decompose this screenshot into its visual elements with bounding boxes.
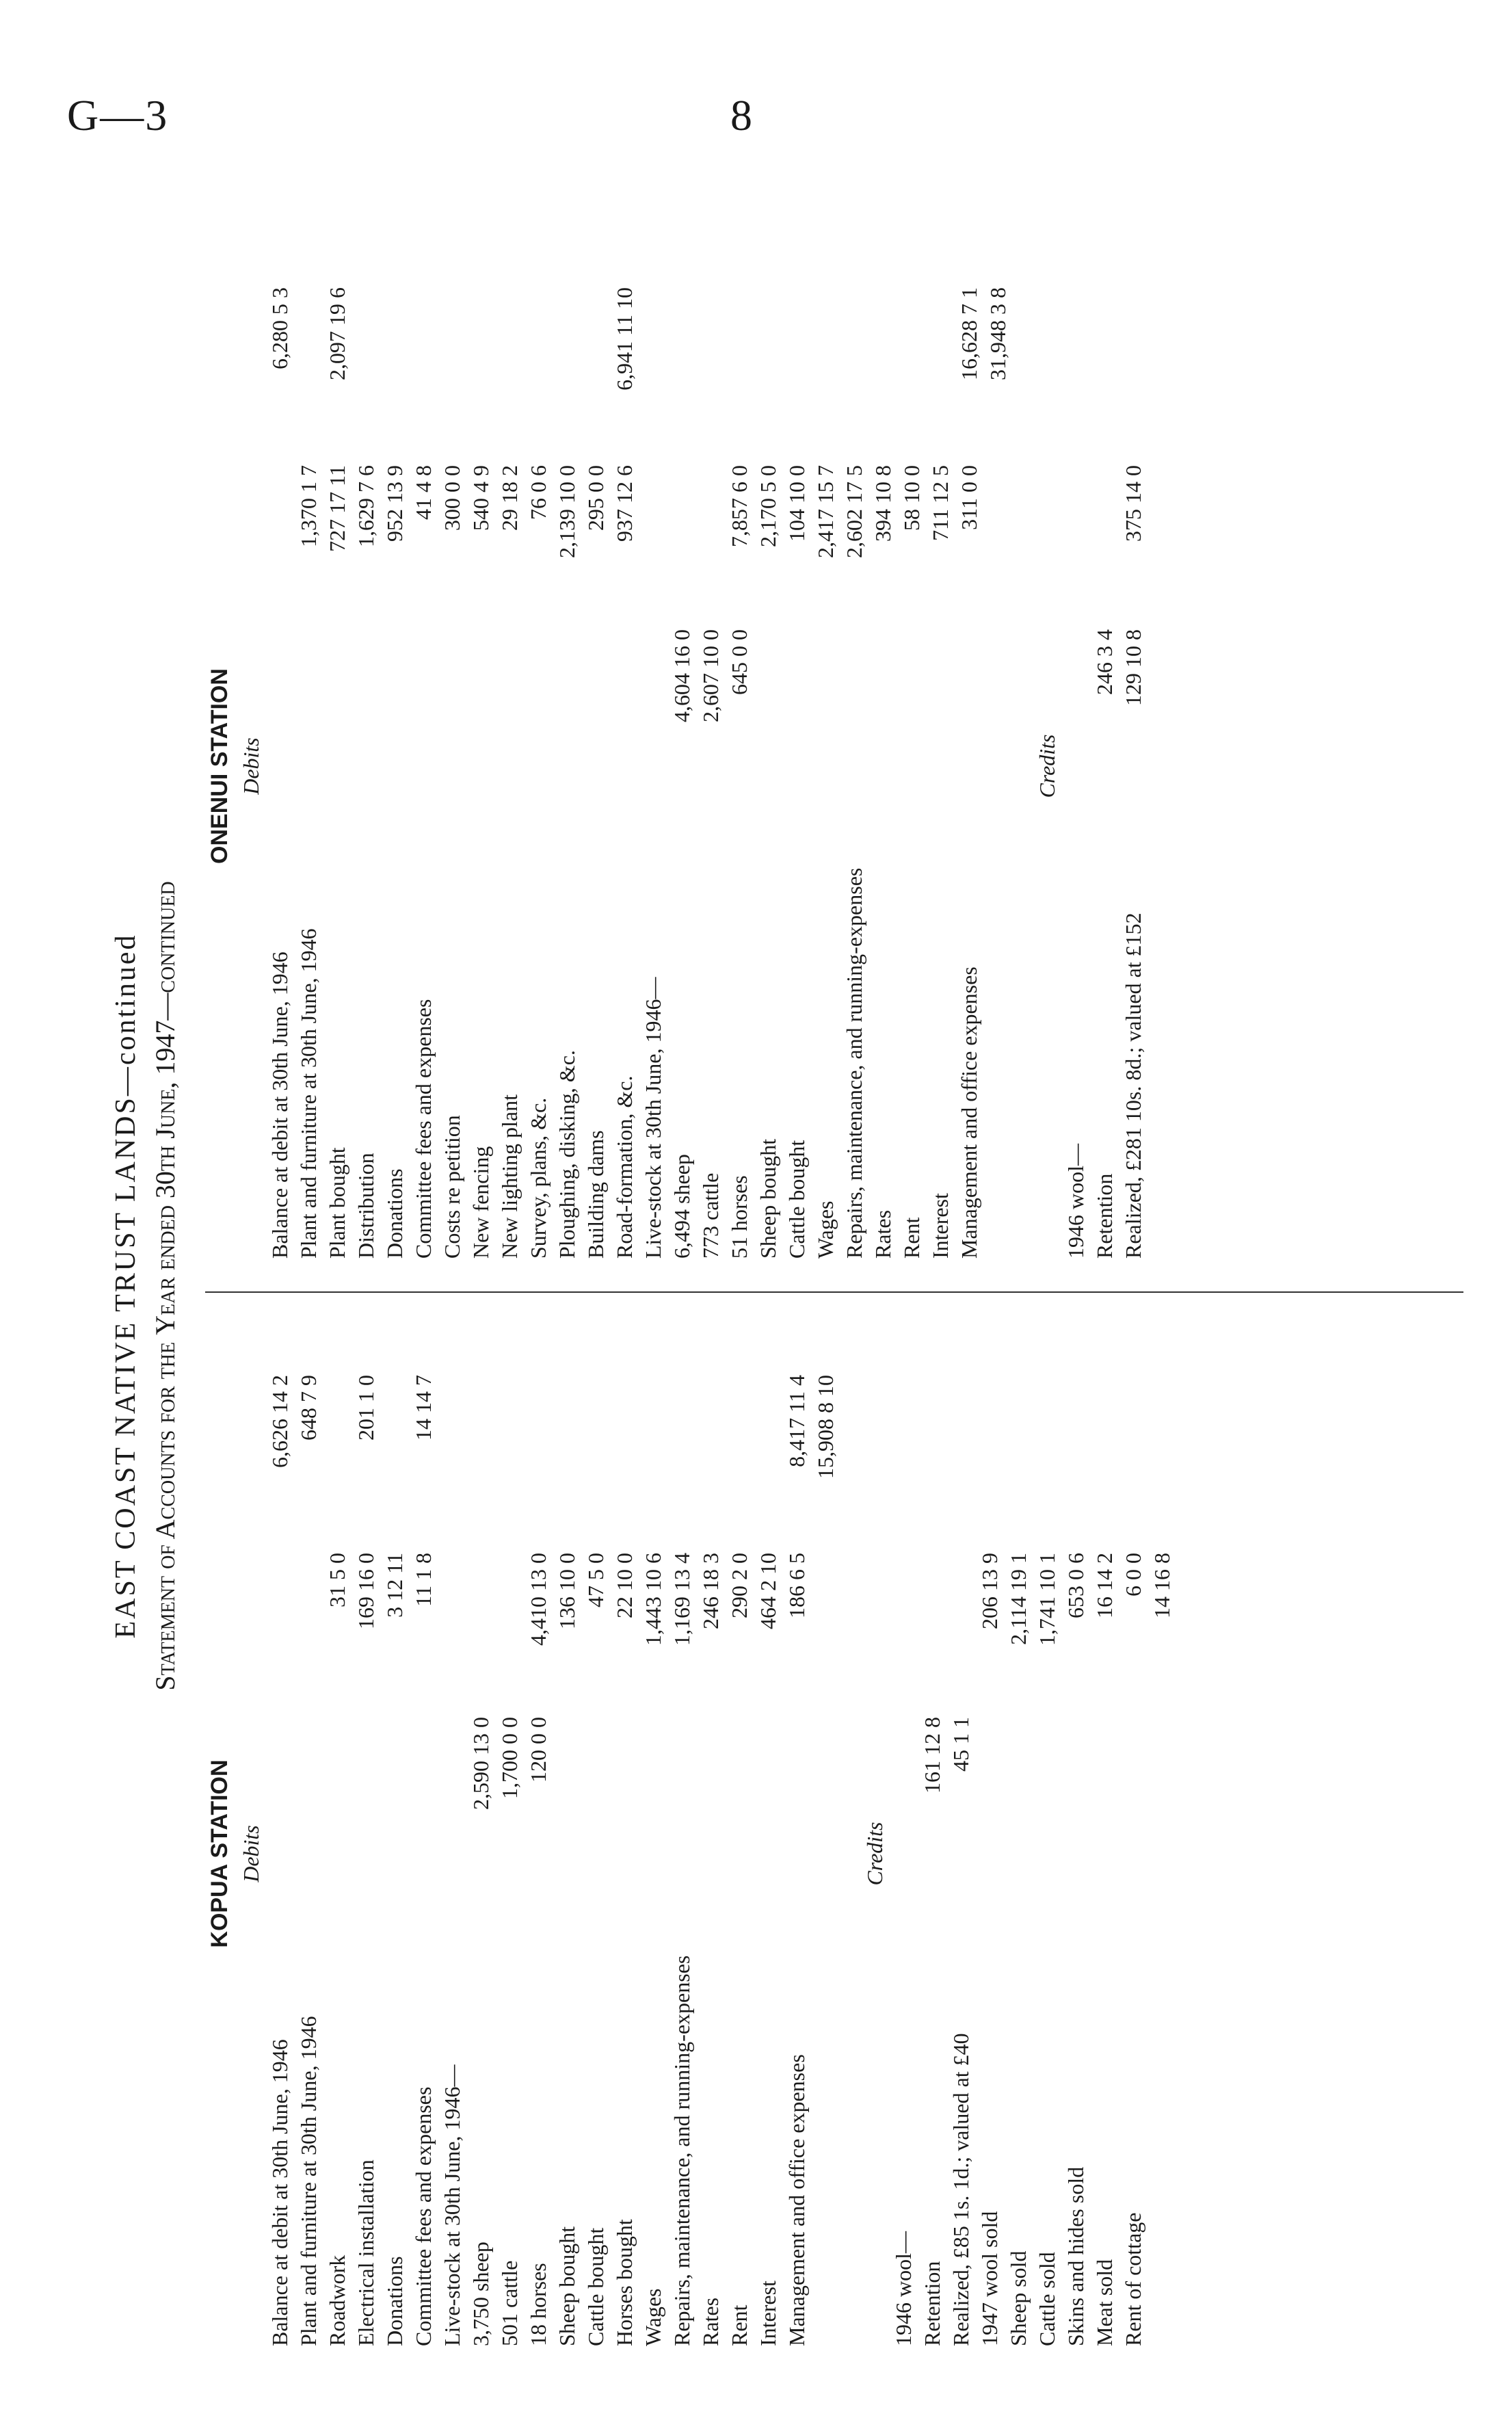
table-row bbox=[667, 1361, 696, 2346]
row-label: Donations bbox=[382, 1168, 407, 1259]
row-label: Road-formation, &c. bbox=[612, 1075, 637, 1259]
amount-c3: 648 7 9 bbox=[296, 1375, 321, 1441]
amount-c2: 2,170 5 0 bbox=[756, 465, 780, 547]
amount-c2: 58 10 0 bbox=[899, 465, 924, 531]
row-label: 1946 wool— bbox=[1063, 1144, 1088, 1259]
amount-c2: 1,443 10 6 bbox=[641, 1553, 665, 1646]
row-label: Management and office expenses bbox=[784, 2054, 809, 2346]
row-label: Meat sold bbox=[1092, 2259, 1117, 2346]
row-label: New lighting plant bbox=[497, 1094, 522, 1259]
row-label: Horses bought bbox=[612, 2219, 637, 2346]
row-label: 6,494 sheep bbox=[669, 1154, 694, 1259]
row-label: Rates bbox=[698, 2297, 723, 2346]
table-row bbox=[1148, 1361, 1176, 2346]
amount-c2: 29 18 2 bbox=[497, 465, 522, 531]
table-row bbox=[438, 274, 466, 1259]
amount-c2: 540 4 9 bbox=[468, 465, 493, 531]
heading-line-2 bbox=[149, 226, 181, 2346]
row-label: Management and office expenses bbox=[957, 967, 981, 1259]
table-row bbox=[754, 1361, 782, 2346]
table-row bbox=[1061, 274, 1090, 1259]
table-row bbox=[581, 1361, 610, 2346]
amount-c3: 6,941 11 10 bbox=[612, 287, 637, 391]
row-label: 1947 wool sold bbox=[977, 2211, 1002, 2346]
page-code: G—3 bbox=[67, 91, 169, 140]
table-row bbox=[495, 274, 524, 1259]
amount-c2: 1,741 10 1 bbox=[1035, 1553, 1059, 1646]
amount-c2: 14 16 8 bbox=[1150, 1553, 1174, 1618]
amount-c2: 186 6 5 bbox=[784, 1553, 809, 1618]
row-label: Skins and hides sold bbox=[1063, 2166, 1088, 2346]
amount-c2: 653 0 6 bbox=[1063, 1553, 1088, 1618]
amount-c1: 645 0 0 bbox=[727, 629, 752, 695]
table-row bbox=[581, 274, 610, 1259]
row-label: Cattle sold bbox=[1035, 2252, 1059, 2346]
table-row bbox=[1090, 274, 1119, 1259]
row-label: Balance at debit at 30th June, 1946 bbox=[267, 951, 292, 1259]
amount-c2: 16 14 2 bbox=[1092, 1553, 1117, 1618]
table-row bbox=[975, 1361, 1004, 2346]
amount-c1: 45 1 1 bbox=[949, 1717, 973, 1772]
amount-c3: 2,097 19 6 bbox=[325, 287, 349, 380]
table-row bbox=[754, 274, 782, 1259]
row-label: Sheep sold bbox=[1006, 2250, 1031, 2346]
table-row bbox=[553, 1361, 581, 2346]
amount-c2: 375 14 0 bbox=[1121, 465, 1145, 542]
table-row bbox=[610, 274, 639, 1259]
amount-c3: 16,628 7 1 bbox=[957, 287, 981, 380]
table-row bbox=[524, 274, 553, 1259]
row-label: 501 cattle bbox=[497, 2260, 522, 2346]
heading-line-1: EAST COAST NATIVE TRUST LANDS—continued bbox=[110, 933, 142, 1639]
onenui-debit-rows bbox=[265, 274, 1012, 1259]
amount-c2: 136 10 0 bbox=[555, 1553, 579, 1629]
amount-c2: 952 13 9 bbox=[382, 465, 407, 542]
amount-c2: 47 5 0 bbox=[583, 1553, 608, 1607]
table-row bbox=[294, 1361, 323, 2346]
table-row bbox=[323, 1361, 352, 2346]
onenui-station-table bbox=[205, 274, 1148, 1259]
amount-c2: 2,602 17 5 bbox=[842, 465, 866, 558]
table-row bbox=[1004, 1361, 1033, 2346]
amount-c3: 31,948 3 8 bbox=[985, 287, 1010, 380]
heading-line-2a: Statement of Accounts for the bbox=[150, 1341, 181, 1691]
row-label: Cattle bought bbox=[784, 1140, 809, 1259]
amount-c2: 727 17 11 bbox=[325, 465, 349, 552]
row-label: Repairs, maintenance, and running-expenses bbox=[669, 1955, 694, 2346]
row-label: Balance at debit at 30th June, 1946 bbox=[267, 2039, 292, 2346]
row-label: Live-stock at 30th June, 1946— bbox=[641, 977, 665, 1259]
table-row bbox=[1061, 1361, 1090, 2346]
onenui-credits-label: Credits bbox=[1035, 734, 1059, 798]
row-label: Sheep bought bbox=[555, 2226, 579, 2346]
row-label: Plant and furniture at 30th June, 1946 bbox=[296, 2016, 321, 2346]
onenui-title: ONENUI STATION bbox=[207, 668, 233, 864]
table-row bbox=[1119, 1361, 1148, 2346]
row-label: New fencing bbox=[468, 1146, 493, 1259]
row-label: Rent of cottage bbox=[1121, 2212, 1145, 2346]
table-row bbox=[983, 274, 1012, 1259]
table-row bbox=[889, 1361, 918, 2346]
row-label: Interest bbox=[756, 2281, 780, 2346]
table-row bbox=[1033, 1361, 1061, 2346]
amount-c2: 711 12 5 bbox=[928, 465, 953, 541]
table-row bbox=[639, 1361, 667, 2346]
table-row bbox=[265, 1361, 294, 2346]
row-label: 18 horses bbox=[526, 2263, 551, 2346]
amount-c2: 290 2 0 bbox=[727, 1553, 752, 1618]
amount-c1: 129 10 8 bbox=[1121, 629, 1145, 706]
row-label: Donations bbox=[382, 2256, 407, 2346]
row-label: Distribution bbox=[354, 1153, 378, 1259]
amount-c3: 201 1 0 bbox=[354, 1375, 378, 1441]
row-label: 773 cattle bbox=[698, 1172, 723, 1259]
amount-c2: 311 0 0 bbox=[957, 465, 981, 530]
row-label: Sheep bought bbox=[756, 1138, 780, 1259]
row-label: Plant bought bbox=[325, 1147, 349, 1259]
row-label: Ploughing, disking, &c. bbox=[555, 1050, 579, 1259]
amount-c2: 11 1 8 bbox=[411, 1553, 436, 1607]
amount-c3: 6,626 14 2 bbox=[267, 1375, 292, 1468]
table-row bbox=[725, 1361, 754, 2346]
row-label: Committee fees and expenses bbox=[411, 2086, 436, 2346]
amount-c1: 2,607 10 0 bbox=[698, 629, 723, 722]
table-row bbox=[352, 274, 380, 1259]
row-label: Rates bbox=[871, 1209, 895, 1259]
table-row bbox=[265, 274, 294, 1259]
table-row bbox=[294, 274, 323, 1259]
table-row bbox=[926, 274, 955, 1259]
row-label: Interest bbox=[928, 1193, 953, 1259]
row-label: Repairs, maintenance, and running-expenses bbox=[842, 867, 866, 1259]
row-label: Plant and furniture at 30th June, 1946 bbox=[296, 928, 321, 1259]
row-label: Realized, £85 1s. 1d.; valued at £40 bbox=[949, 2033, 973, 2346]
table-row bbox=[946, 1361, 975, 2346]
table-row bbox=[955, 274, 983, 1259]
kopua-title: KOPUA STATION bbox=[207, 1759, 233, 1948]
amount-c3: 14 14 7 bbox=[411, 1375, 436, 1441]
table-row bbox=[380, 274, 409, 1259]
kopua-debit-rows bbox=[265, 1361, 840, 2346]
amount-c2: 104 10 0 bbox=[784, 465, 809, 542]
amount-c2: 169 16 0 bbox=[354, 1553, 378, 1629]
row-label: Costs re petition bbox=[440, 1115, 464, 1259]
table-row bbox=[811, 1361, 840, 2346]
amount-c2: 1,629 7 6 bbox=[354, 465, 378, 547]
kopua-credit-rows bbox=[889, 1361, 1176, 2346]
amount-c2: 3 12 11 bbox=[382, 1553, 407, 1618]
table-row bbox=[409, 274, 438, 1259]
amount-c2: 2,114 19 1 bbox=[1006, 1553, 1031, 1645]
table-row bbox=[696, 274, 725, 1259]
row-label: Electrical installation bbox=[354, 2159, 378, 2346]
amount-c2: 4,410 13 0 bbox=[526, 1553, 551, 1646]
amount-c1: 2,590 13 0 bbox=[468, 1717, 493, 1810]
page-header bbox=[0, 0, 1512, 150]
table-row bbox=[323, 274, 352, 1259]
row-label: 51 horses bbox=[727, 1175, 752, 1259]
table-row bbox=[409, 1361, 438, 2346]
onenui-credit-rows bbox=[1061, 274, 1148, 1259]
table-row bbox=[840, 274, 868, 1259]
table-row bbox=[1119, 274, 1148, 1259]
onenui-debits-label: Debits bbox=[239, 737, 263, 795]
amount-c2: 1,370 1 7 bbox=[296, 465, 321, 547]
kopua-credits-label: Credits bbox=[862, 1822, 887, 1886]
row-label: Retention bbox=[920, 2261, 944, 2346]
amount-c2: 300 0 0 bbox=[440, 465, 464, 531]
table-row bbox=[524, 1361, 553, 2346]
table-row bbox=[438, 1361, 466, 2346]
kopua-debits-label: Debits bbox=[239, 1825, 263, 1882]
row-label: 3,750 sheep bbox=[468, 2242, 493, 2346]
table-row bbox=[610, 1361, 639, 2346]
row-label: Committee fees and expenses bbox=[411, 999, 436, 1259]
amount-c3: 15,908 8 10 bbox=[813, 1375, 838, 1479]
amount-c3: 8,417 11 4 bbox=[784, 1375, 809, 1467]
amount-c2: 76 0 6 bbox=[526, 465, 551, 520]
amount-c1: 246 3 4 bbox=[1092, 629, 1117, 695]
row-label: Rent bbox=[727, 2304, 752, 2346]
table-row bbox=[782, 274, 811, 1259]
kopua-station-table bbox=[205, 1361, 1176, 2346]
table-row bbox=[639, 274, 667, 1259]
amount-c2: 295 0 0 bbox=[583, 465, 608, 531]
row-label: Building dams bbox=[583, 1130, 608, 1259]
row-label: Survey, plans, &c. bbox=[526, 1097, 551, 1259]
row-label: Retention bbox=[1092, 1173, 1117, 1259]
row-label: 1946 wool— bbox=[891, 2231, 916, 2346]
table-row bbox=[553, 274, 581, 1259]
amount-c2: 1,169 13 4 bbox=[669, 1553, 694, 1646]
amount-c2: 6 0 0 bbox=[1121, 1553, 1145, 1596]
amount-c2: 464 2 10 bbox=[756, 1553, 780, 1629]
amount-c2: 937 12 6 bbox=[612, 465, 637, 542]
amount-c3: 6,280 5 3 bbox=[267, 287, 292, 369]
row-label: Live-stock at 30th June, 1946— bbox=[440, 2064, 464, 2346]
heading-line-2b: Year ended 30th June, 1947—continued bbox=[150, 881, 181, 1335]
row-label: Rent bbox=[899, 1217, 924, 1259]
table-row bbox=[380, 1361, 409, 2346]
table-row bbox=[1090, 1361, 1119, 2346]
table-row bbox=[466, 274, 495, 1259]
row-label: Cattle bought bbox=[583, 2227, 608, 2346]
table-row bbox=[725, 274, 754, 1259]
table-row bbox=[897, 274, 926, 1259]
row-label: Realized, £281 10s. 8d.; valued at £152 bbox=[1121, 912, 1145, 1259]
table-row bbox=[868, 274, 897, 1259]
amount-c2: 22 10 0 bbox=[612, 1553, 637, 1618]
amount-c2: 2,417 15 7 bbox=[813, 465, 838, 558]
table-row bbox=[918, 1361, 946, 2346]
row-label: Wages bbox=[813, 1200, 838, 1259]
amount-c1: 161 12 8 bbox=[920, 1717, 944, 1793]
table-row bbox=[782, 1361, 811, 2346]
page-number: 8 bbox=[730, 91, 752, 140]
table-row bbox=[352, 1361, 380, 2346]
table-row bbox=[667, 274, 696, 1259]
amount-c1: 4,604 16 0 bbox=[669, 629, 694, 722]
column-divider bbox=[205, 1291, 1463, 1293]
amount-c2: 246 18 3 bbox=[698, 1553, 723, 1629]
table-row bbox=[466, 1361, 495, 2346]
table-row bbox=[696, 1361, 725, 2346]
row-label: Roadwork bbox=[325, 2255, 349, 2346]
amount-c2: 2,139 10 0 bbox=[555, 465, 579, 558]
amount-c2: 394 10 8 bbox=[871, 465, 895, 542]
table-row bbox=[495, 1361, 524, 2346]
rotated-statement bbox=[109, 226, 1463, 2346]
amount-c1: 1,700 0 0 bbox=[497, 1717, 522, 1799]
row-label: Wages bbox=[641, 2288, 665, 2346]
amount-c1: 120 0 0 bbox=[526, 1717, 551, 1783]
amount-c2: 31 5 0 bbox=[325, 1553, 349, 1607]
amount-c2: 41 4 8 bbox=[411, 465, 436, 520]
statement-heading bbox=[109, 226, 181, 2346]
table-row bbox=[811, 274, 840, 1259]
amount-c2: 206 13 9 bbox=[977, 1553, 1002, 1629]
amount-c2: 7,857 6 0 bbox=[727, 465, 752, 547]
